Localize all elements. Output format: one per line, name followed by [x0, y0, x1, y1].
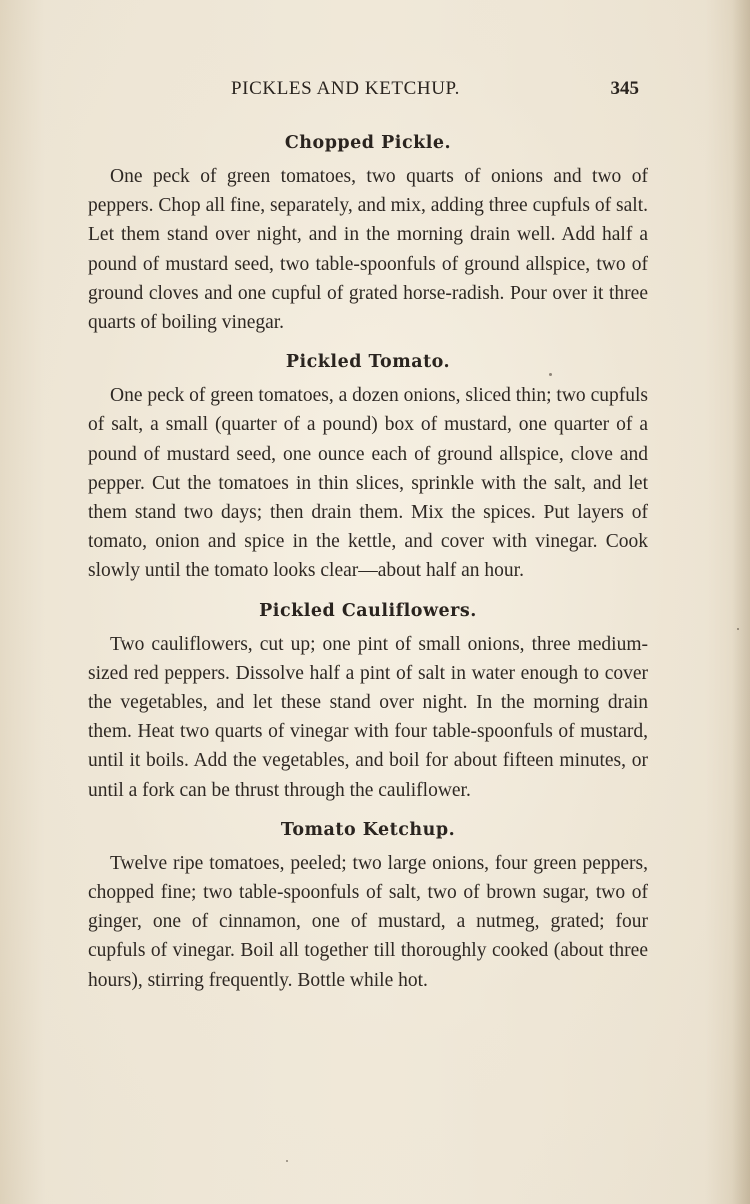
recipe-title: Tomato Ketchup.	[280, 819, 456, 840]
page-content	[88, 128, 648, 1005]
recipe-text: Twelve ripe tomatoes, peeled; two large onions, four green peppers, chopped fine; two table-spoonfuls of salt, two of brown sugar, two of ginger, one of cinnamon, one of mustard, a nutmeg, grated; four cupfuls of vinegar. Boil all together till thoroughly cooked (about three hours), stirring frequently. Bottle while hot.	[88, 852, 648, 991]
recipe-pickled-tomato	[88, 347, 648, 585]
recipe-chopped-pickle	[88, 128, 648, 337]
recipe-title: Chopped Pickle.	[284, 133, 452, 153]
recipe-title: Pickled Cauliflowers.	[259, 600, 477, 621]
paper-speck	[737, 628, 739, 630]
page-edge-shadow	[732, 0, 750, 1204]
recipe-text: One peck of green tomatoes, a dozen onions, sliced thin; two cupfuls of salt, a small (quarter of a pound) box of mustard, one quarter of a pound of mustard seed, one ounce each of ground allspice, clove and pepper. Cut the tomatoes in thin slices, sprinkle with the salt, and let them stand two days; then drain them. Mix the spices. Put layers of tomato, onion and spice in the kettle, and cover with vinegar. Cook slowly until the tomato looks clear—about half an hour.	[88, 385, 648, 582]
recipe-tomato-ketchup	[88, 815, 648, 995]
page-number: 345	[610, 78, 639, 99]
recipe-text: Two cauliflowers, cut up; one pint of small onions, three medium-sized red peppers. Dissolve half a pint of salt in water enough to cover the vegetables, and let these stand over night. In the morning drain them. Heat two quarts of vinegar with four table-spoonfuls of mustard, until it boils. Add the vegetables, and boil for about fifteen minutes, or until a fork can be thrust through the cauliflower.	[88, 633, 648, 801]
recipe-pickled-cauliflowers	[88, 596, 648, 805]
paper-speck	[286, 1160, 288, 1162]
running-head: PICKLES AND KETCHUP.	[231, 78, 460, 99]
page-header	[95, 78, 643, 108]
paper-speck	[549, 373, 552, 376]
recipe-text: One peck of green tomatoes, two quarts of onions and two of peppers. Chop all fine, separately, and mix, adding three cupfuls of salt. Let them stand over night, and in the morning drain well. Add half a pound of mustard seed, two table-spoonfuls of ground allspice, two of ground cloves and one cupful of grated horse-radish. Pour over it three quarts of boiling vinegar.	[88, 166, 648, 334]
recipe-title: Pickled Tomato.	[285, 352, 451, 373]
